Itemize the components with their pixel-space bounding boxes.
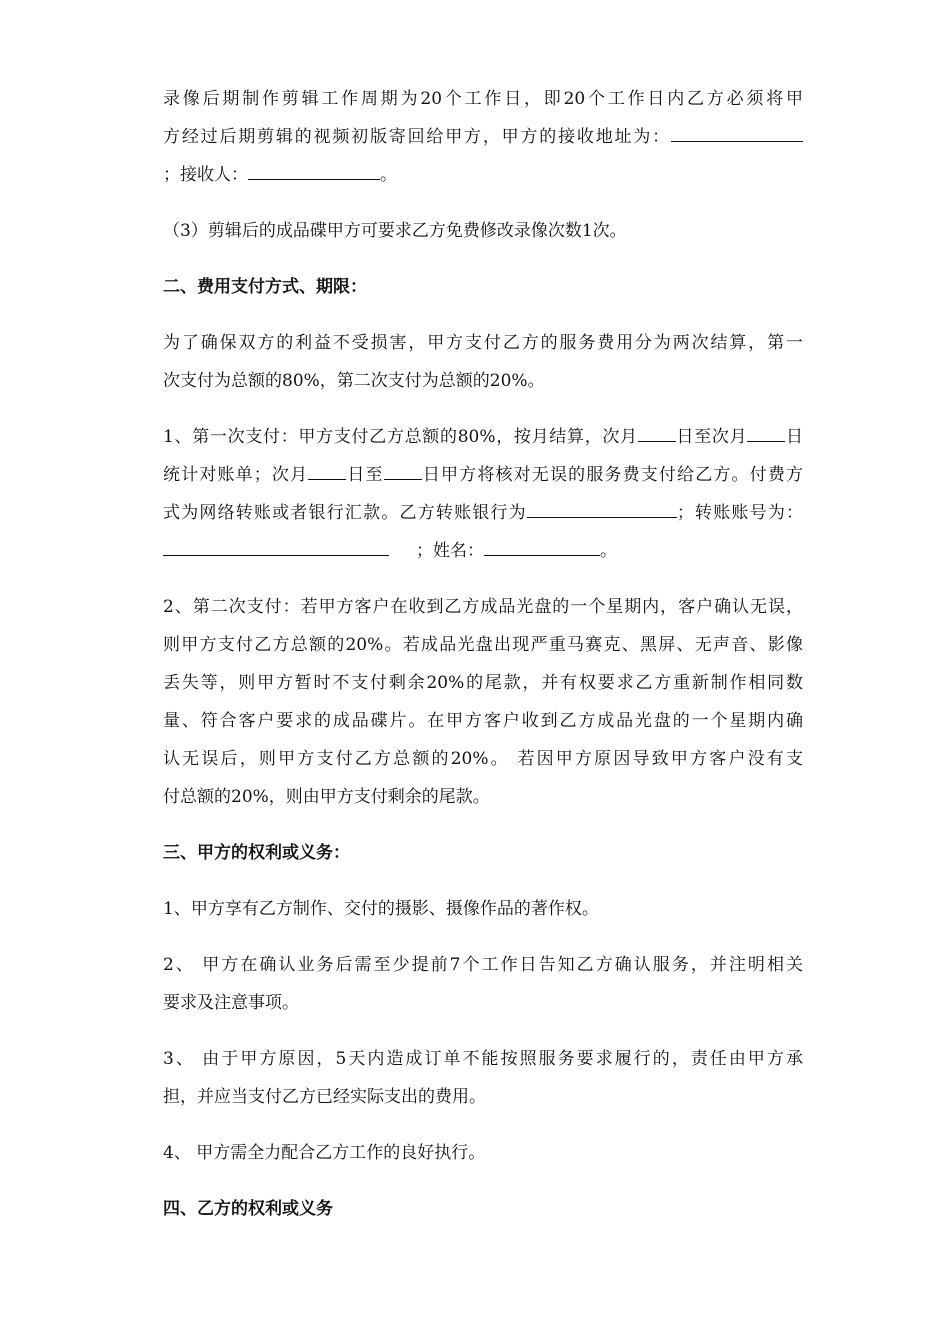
text-span: 日甲方将核对无误的服务费支付给乙方。付费方 bbox=[421, 465, 803, 485]
text-line: 担，并应当支付乙方已经实际支出的费用。 bbox=[163, 1087, 486, 1107]
rights-item-2 bbox=[163, 946, 803, 1022]
text-span: 日 bbox=[785, 427, 803, 447]
rights-item-4: 4、 甲方需全力配合乙方工作的良好执行。 bbox=[163, 1143, 486, 1163]
text-line: 认无误后，则甲方支付乙方总额的20%。 若因甲方原因导致甲方客户没有支 bbox=[163, 749, 803, 769]
text-line: 2、 甲方在确认业务后需至少提前7个工作日告知乙方确认服务，并注明相关 bbox=[163, 955, 803, 975]
text-line: 要求及注意事项。 bbox=[163, 993, 299, 1013]
paragraph-item-3: （3）剪辑后的成品碟甲方可要求乙方免费修改录像次数1次。 bbox=[163, 221, 627, 241]
rights-item-3 bbox=[163, 1040, 803, 1116]
text-line bbox=[163, 418, 803, 456]
text-line: 丢失等，则甲方暂时不支付剩余20%的尾款，并有权要求乙方重新制作相同数 bbox=[163, 673, 803, 693]
rights-item-1: 1、甲方享有乙方制作、交付的摄影、摄像作品的著作权。 bbox=[163, 899, 599, 919]
receiver-blank[interactable] bbox=[248, 165, 380, 180]
section-heading-3: 三、甲方的权利或义务： bbox=[163, 843, 350, 863]
text-line: 则甲方支付乙方总额的20%。若成品光盘出现严重马赛克、黑屏、无声音、影像 bbox=[163, 635, 803, 655]
text-line: 2、第二次支付：若甲方客户在收到乙方成品光盘的一个星期内，客户确认无误， bbox=[163, 597, 803, 617]
text-span: 式为网络转账或者银行汇款。乙方转账银行为 bbox=[163, 503, 527, 523]
name-blank[interactable] bbox=[484, 541, 600, 556]
section-heading-4: 四、乙方的权利或义务 bbox=[163, 1199, 333, 1219]
day-blank[interactable] bbox=[638, 427, 676, 442]
text-span: 日至次月 bbox=[675, 427, 748, 447]
paragraph-intro bbox=[163, 80, 803, 194]
text-line: 3、 由于甲方原因，5天内造成订单不能按照服务要求履行的，责任由甲方承 bbox=[163, 1049, 803, 1069]
text-line bbox=[163, 532, 803, 570]
paragraph-payment-1 bbox=[163, 418, 803, 570]
text-line: 付总额的20%，则由甲方支付剩余的尾款。 bbox=[163, 787, 490, 807]
text-span: ；转账账号为： bbox=[676, 503, 804, 523]
text-line: 为了确保双方的利益不受损害，甲方支付乙方的服务费用分为两次结算，第一 bbox=[163, 333, 803, 353]
text-span: ；接收人： bbox=[163, 165, 248, 185]
address-blank[interactable] bbox=[671, 127, 803, 142]
text-span: 方经过后期剪辑的视频初版寄回给甲方，甲方的接收地址为： bbox=[163, 127, 671, 147]
account-blank[interactable] bbox=[163, 541, 389, 556]
text-line bbox=[163, 118, 803, 156]
day-blank[interactable] bbox=[747, 427, 785, 442]
paragraph-fee bbox=[163, 324, 803, 400]
section-heading-2: 二、费用支付方式、期限： bbox=[163, 277, 367, 297]
text-span: 日至 bbox=[346, 465, 384, 485]
bank-blank[interactable] bbox=[527, 503, 677, 518]
text-span: 统计对账单；次月 bbox=[163, 465, 309, 485]
paragraph-payment-2 bbox=[163, 588, 803, 816]
day-blank[interactable] bbox=[384, 465, 422, 480]
text-span: 。 bbox=[600, 541, 618, 561]
day-blank[interactable] bbox=[308, 465, 346, 480]
text-line bbox=[163, 494, 803, 532]
text-line bbox=[163, 156, 803, 194]
text-line: 录像后期制作剪辑工作周期为20个工作日，即20个工作日内乙方必须将甲 bbox=[163, 89, 803, 109]
document-page bbox=[163, 80, 803, 1228]
text-line: 次支付为总额的80%，第二次支付为总额的20%。 bbox=[163, 371, 545, 391]
text-span: 1、第一次支付：甲方支付乙方总额的80%，按月结算，次月 bbox=[163, 427, 638, 447]
text-line: 量、符合客户要求的成品碟片。在甲方客户收到乙方成品光盘的一个星期内确 bbox=[163, 711, 803, 731]
text-line bbox=[163, 456, 803, 494]
text-span: ；姓名： bbox=[416, 541, 485, 561]
text-span: 。 bbox=[380, 165, 397, 185]
